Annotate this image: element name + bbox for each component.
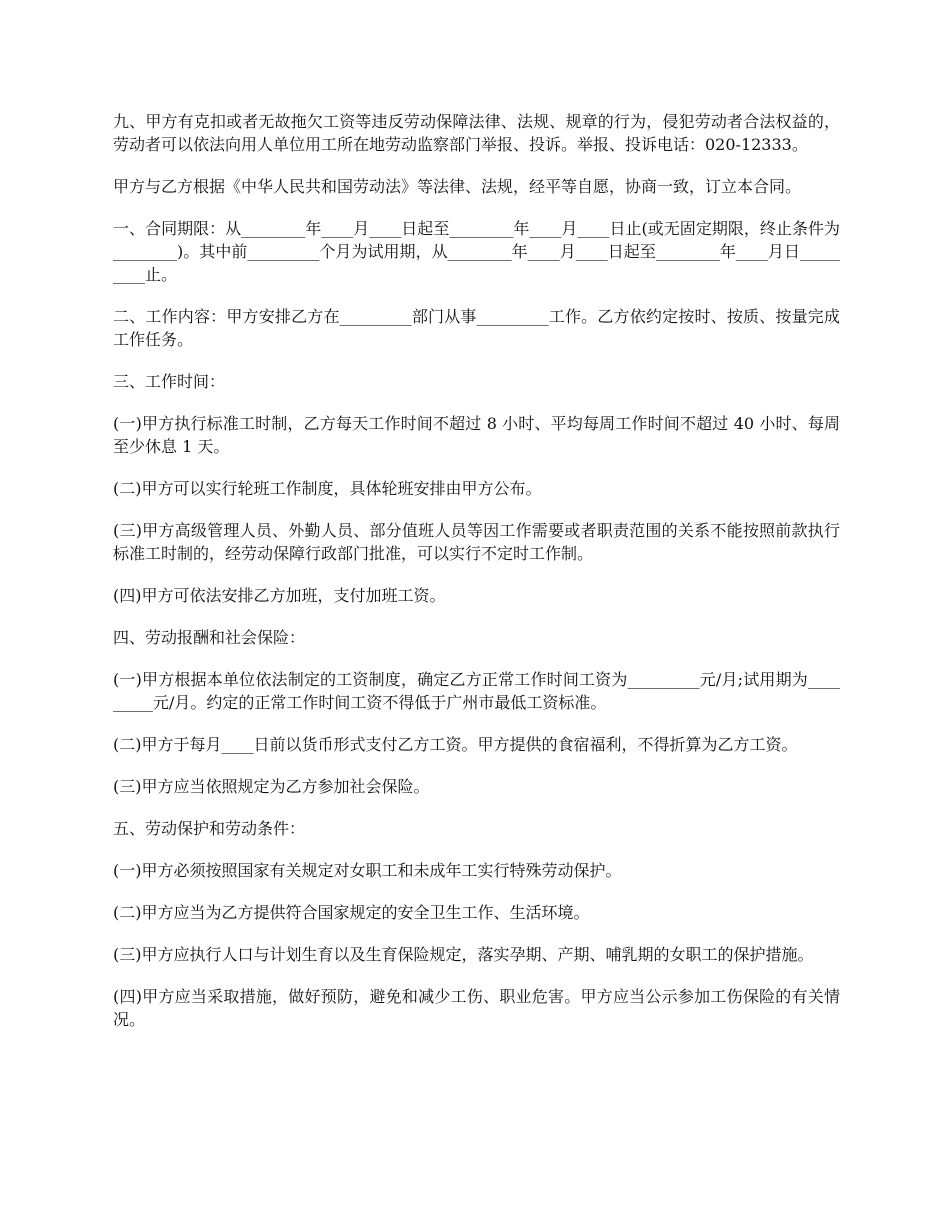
paragraph-wage-complaint: 九、甲方有克扣或者无故拖欠工资等违反劳动保障法律、法规、规章的行为，侵犯劳动者合法权益的，劳动者可以依法向用人单位用工所在地劳动监察部门举报、投诉。举报、投诉电话：020-12333。 bbox=[113, 112, 840, 154]
paragraph-injury-prevention: (四)甲方应当采取措施，做好预防，避免和减少工伤、职业危害。甲方应当公示参加工伤保险的有关情况。 bbox=[113, 987, 840, 1029]
paragraph-maternity-protection: (三)甲方应执行人口与计划生育以及生育保险规定，落实孕期、产期、哺乳期的女职工的保护措施。 bbox=[113, 945, 814, 964]
paragraph-pay-date: (二)甲方于每月____日前以货币形式支付乙方工资。甲方提供的食宿福利，不得折算为乙方工资。 bbox=[113, 735, 798, 754]
paragraph-contract-term: 一、合同期限：从________年____月____日起至________年____月____日止(或无固定期限，终止条件为________)。其中前_________个月为试用期，从________年____月____日起至________年____月日_________止。 bbox=[113, 219, 840, 284]
heading-pay-and-insurance: 四、劳动报酬和社会保险： bbox=[113, 628, 306, 647]
paragraph-flexible-hours: (三)甲方高级管理人员、外勤人员、部分值班人员等因工作需要或者职责范围的关系不能按照前款执行标准工时制的，经劳动保障行政部门批准，可以实行不定时工作制。 bbox=[113, 521, 840, 563]
paragraph-social-insurance: (三)甲方应当依照规定为乙方参加社会保险。 bbox=[113, 777, 430, 796]
paragraph-wage-standard: (一)甲方根据本单位依法制定的工资制度，确定乙方正常工作时间工资为_________元/月;试用期为_________元/月。约定的正常工作时间工资不得低于广州市最低工资标准。 bbox=[113, 670, 840, 712]
paragraph-standard-hours: (一)甲方执行标准工时制，乙方每天工作时间不超过 8 小时、平均每周工作时间不超过 40 小时、每周至少休息 1 天。 bbox=[113, 414, 840, 456]
heading-labor-protection: 五、劳动保护和劳动条件： bbox=[113, 819, 306, 838]
paragraph-overtime: (四)甲方可依法安排乙方加班，支付加班工资。 bbox=[113, 586, 446, 605]
paragraph-special-protection: (一)甲方必须按照国家有关规定对女职工和未成年工实行特殊劳动保护。 bbox=[113, 861, 622, 880]
paragraph-safe-environment: (二)甲方应当为乙方提供符合国家规定的安全卫生工作、生活环境。 bbox=[113, 903, 590, 922]
paragraph-preamble: 甲方与乙方根据《中华人民共和国劳动法》等法律、法规，经平等自愿，协商一致，订立本合同。 bbox=[113, 177, 802, 196]
paragraph-job-content: 二、工作内容：甲方安排乙方在_________部门从事_________工作。乙方依约定按时、按质、按量完成工作任务。 bbox=[113, 307, 840, 349]
paragraph-shift-system: (二)甲方可以实行轮班工作制度，具体轮班安排由甲方公布。 bbox=[113, 479, 542, 498]
heading-working-hours: 三、工作时间： bbox=[113, 372, 226, 391]
